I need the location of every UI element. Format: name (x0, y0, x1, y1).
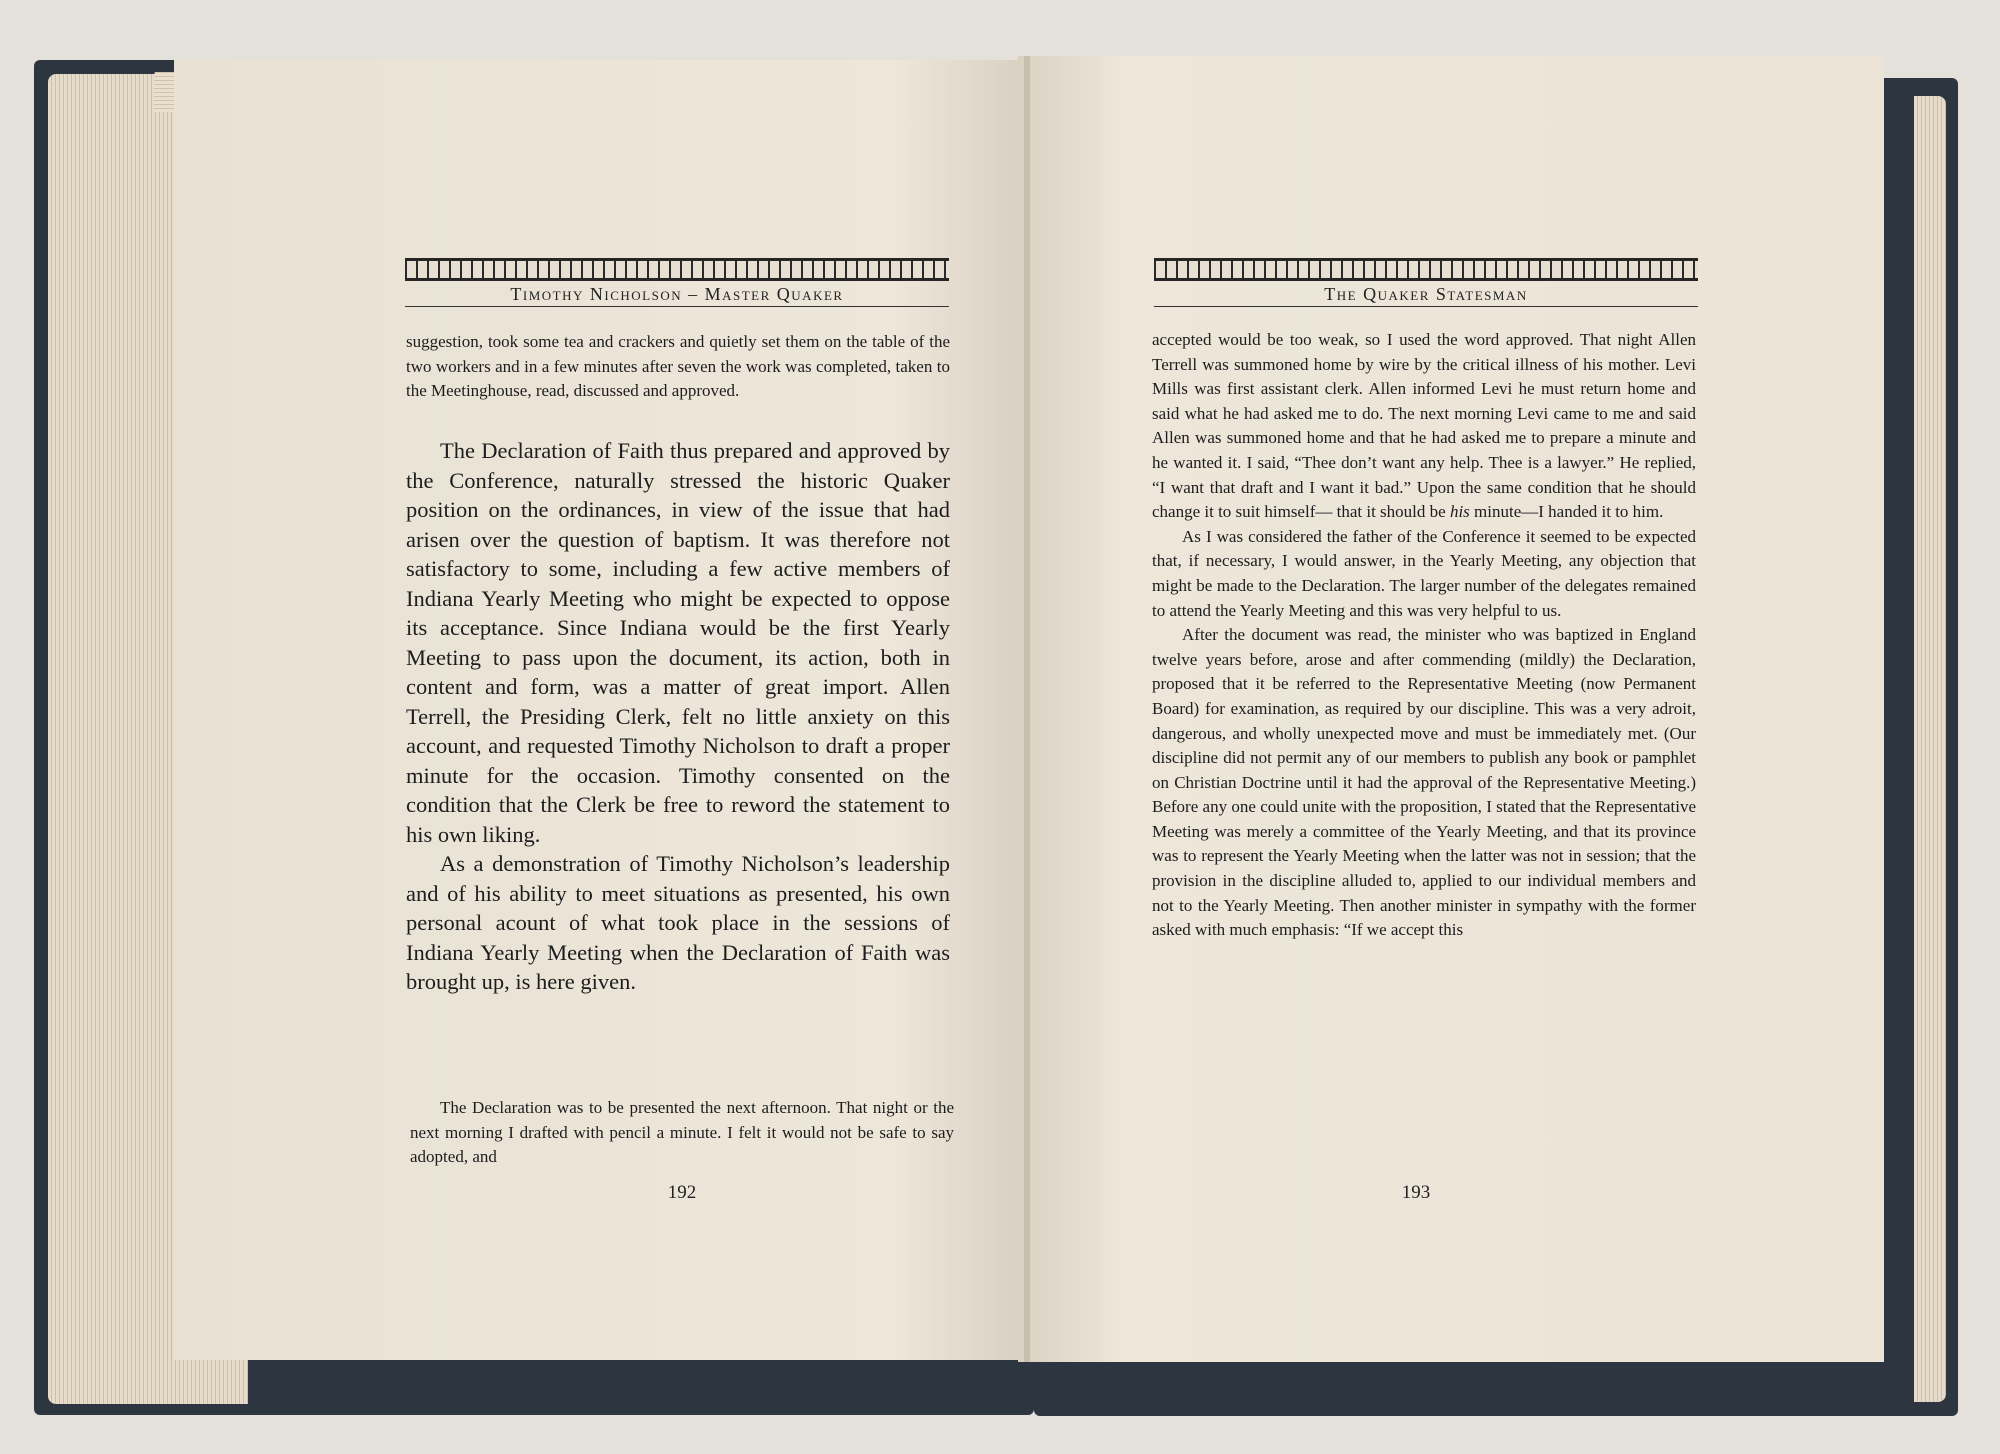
page-number-193: 193 (1401, 1182, 1431, 1203)
right-paragraph-1: accepted would be too weak, so I used the word approved. That night Allen Terrell was summoned home by wire by the critical illness of his mother. Levi Mills was first assistant clerk. Allen informed Levi he must return home and said what he had asked me to do. The next morning Levi came to me and said Allen was summoned home and that he had asked me to prepare a minute and he wanted it. I said, “Thee don’t want any help. Thee is a lawyer.” He replied, “I want that draft and I want it bad.” Upon the same condition that he should change it to suit himself— that it should be his minute—I handed it to him. (1152, 330, 1696, 522)
ornamental-rule (405, 258, 949, 281)
left-running-head-title: Timothy Nicholson – Master Quaker (405, 281, 949, 307)
left-paragraph-2: As a demonstration of Timothy Nicholson’s leadership and of his ability to meet situations as presented, his own personal acount of what took place in the sessions of Indiana Yearly Meeting when the Declaration of Faith was brought up, is here given. (406, 851, 950, 994)
right-paragraph-2: As I was considered the father of the Conference it seemed to be expected that, if necessary, I would answer, in the Yearly Meeting, any objection that might be made to the Declaration. The larger number of the delegates remained to attend the Yearly Meeting and this was very helpful to us. (1152, 526, 1696, 620)
left-running-head (405, 258, 949, 307)
page-edges-right (1914, 96, 1946, 1402)
gutter (1024, 56, 1030, 1362)
ornamental-rule (1154, 258, 1698, 281)
left-body (406, 436, 950, 997)
left-quote-continued: suggestion, took some tea and crackers and quietly set them on the table of the two workers and in a few minutes after seven the work was completed, taken to the Meetinghouse, read, discussed and approved. (406, 332, 950, 401)
page-number-192: 192 (667, 1182, 697, 1203)
right-running-head-title: The Quaker Statesman (1154, 281, 1698, 307)
right-body (1152, 328, 1696, 943)
left-quote-start: The Declaration was to be presented the next afternoon. That night or the next morning I drafted with pencil a minute. I felt it would not be safe to say adopted, and (410, 1098, 954, 1167)
right-paragraph-3: After the document was read, the minister who was baptized in England twelve years before, arose and after commending (mildly) the Declaration, proposed that it be referred to the Representative Meeting (now Permanent Board) for examination, as required by our discipline. This was a very adroit, dangerous, and wholly unexpected move and must be immediately met. (Our discipline did not permit any of our members to publish any book or pamphlet on Christian Doctrine until it had the approval of the Representative Meeting.) Before any one could unite with the proposition, I stated that the Representative Meeting was merely a committee of the Yearly Meeting, and that its province was to represent the Yearly Meeting when the latter was not in session; that the provision in the discipline alluded to, applied to our individual members and not to the Yearly Meeting. Then another minister in sympathy with the former asked with much emphasis: “If we accept this (1152, 625, 1696, 940)
left-paragraph-1: The Declaration of Faith thus prepared and approved by the Conference, naturally stressed the historic Quaker position on the ordinances, in view of the issue that had arisen over the question of baptism. It was therefore not satisfactory to some, including a few active members of Indiana Yearly Meeting who might be expected to oppose its acceptance. Since Indiana would be the first Yearly Meeting to pass upon the document, its action, both in content and form, was a matter of great import. Allen Terrell, the Presiding Clerk, felt no little anxiety on this account, and requested Timothy Nicholson to draft a proper minute for the occasion. Timothy consented on the condition that the Clerk be free to reword the statement to his own liking. (406, 438, 950, 847)
right-running-head (1154, 258, 1698, 307)
